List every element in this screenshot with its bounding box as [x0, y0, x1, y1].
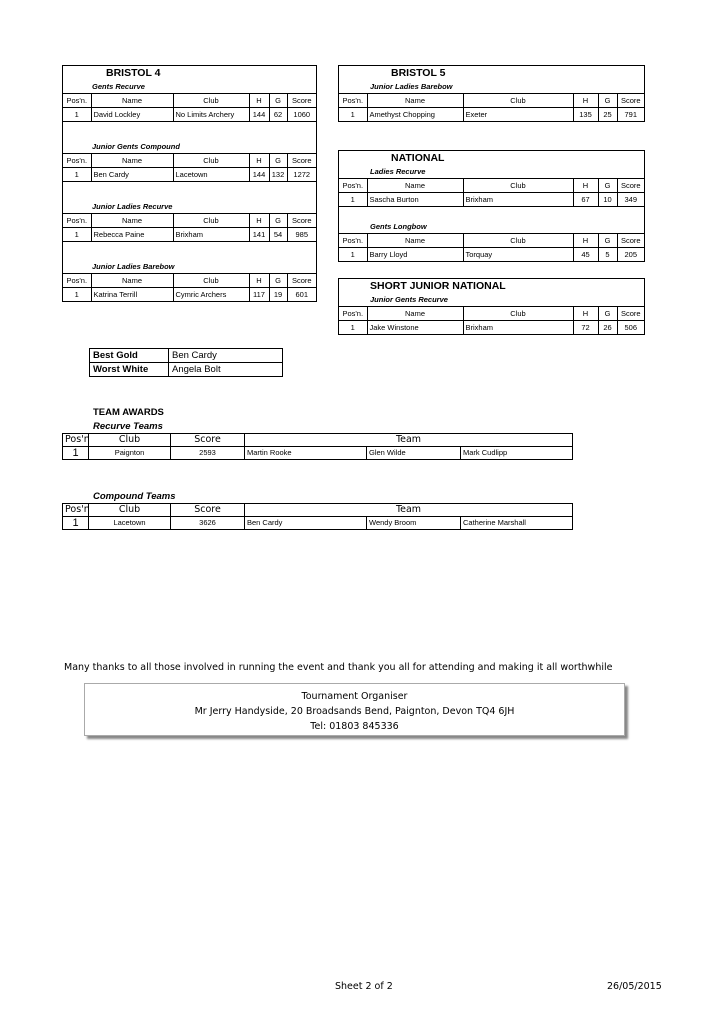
- col-pos: Pos'n.: [63, 274, 91, 288]
- results-table: [63, 93, 316, 122]
- col-pos: Pos'n.: [63, 94, 91, 108]
- col-name: Name: [367, 94, 463, 108]
- cell-h: 144: [249, 168, 269, 182]
- table-header-row: [63, 434, 573, 447]
- col-name: Name: [367, 179, 463, 193]
- col-g: G: [598, 179, 617, 193]
- cell-score: 2593: [171, 447, 245, 460]
- col-club: Club: [89, 504, 171, 517]
- section-category: Junior Ladies Recurve: [92, 202, 173, 211]
- organiser-phone: Tel: 01803 845336: [310, 721, 399, 732]
- cell-name: Amethyst Chopping: [367, 108, 463, 122]
- col-pos: Pos'n.: [339, 179, 367, 193]
- col-score: Score: [287, 94, 316, 108]
- cell-member: Mark Cudlipp: [461, 447, 573, 460]
- col-h: H: [573, 307, 598, 321]
- cell-club: Brixham: [463, 193, 573, 207]
- spacer: [339, 207, 644, 220]
- cell-g: 25: [598, 108, 617, 122]
- section-category: Ladies Recurve: [370, 167, 426, 176]
- compound-teams-heading: Compound Teams: [93, 491, 176, 502]
- results-table: [63, 213, 316, 242]
- col-h: H: [249, 154, 269, 168]
- bristol5-title: BRISTOL 5: [391, 67, 446, 79]
- section-category: Gents Longbow: [370, 222, 427, 231]
- cell-g: 26: [598, 321, 617, 335]
- col-g: G: [269, 274, 287, 288]
- col-h: H: [249, 274, 269, 288]
- col-pos: Pos'n.: [63, 214, 91, 228]
- col-pos: Pos'n: [63, 504, 89, 517]
- col-team: Team: [245, 434, 573, 447]
- cell-h: 144: [249, 108, 269, 122]
- organiser-box: [84, 683, 625, 736]
- section-category: Junior Ladies Barebow: [92, 262, 175, 271]
- col-score: Score: [287, 214, 316, 228]
- col-score: Score: [617, 307, 644, 321]
- organiser-title: Tournament Organiser: [301, 691, 408, 702]
- cell-pos: 1: [339, 193, 367, 207]
- col-score: Score: [617, 234, 644, 248]
- col-club: Club: [173, 94, 249, 108]
- col-club: Club: [463, 179, 573, 193]
- col-h: H: [573, 94, 598, 108]
- national-title: NATIONAL: [391, 152, 445, 164]
- table-header-row: [63, 214, 316, 228]
- cell-score: 506: [617, 321, 644, 335]
- table-header-row: [339, 179, 644, 193]
- worst-white-row: [90, 363, 283, 377]
- section-category: Junior Gents Recurve: [370, 295, 448, 304]
- document-date: 26/05/2015: [607, 981, 662, 992]
- recurve-teams-table: [62, 433, 573, 460]
- sheet-number: Sheet 2 of 2: [335, 981, 393, 992]
- table-header-row: [339, 307, 644, 321]
- spacer: [63, 122, 316, 140]
- col-score: Score: [617, 179, 644, 193]
- cell-pos: 1: [339, 108, 367, 122]
- cell-score: 1060: [287, 108, 316, 122]
- table-header-row: [63, 504, 573, 517]
- col-name: Name: [91, 94, 173, 108]
- col-score: Score: [617, 94, 644, 108]
- cell-club: Lacetown: [173, 168, 249, 182]
- results-table: [339, 178, 644, 207]
- best-gold-row: [90, 349, 283, 363]
- cell-h: 141: [249, 228, 269, 242]
- cell-club: Lacetown: [89, 517, 171, 530]
- bristol4-title: BRISTOL 4: [106, 67, 161, 79]
- spacer: [63, 242, 316, 260]
- results-table: [339, 306, 644, 334]
- results-table: [339, 93, 644, 121]
- cell-club: Brixham: [173, 228, 249, 242]
- cell-pos: 1: [63, 108, 91, 122]
- cell-pos: 1: [339, 248, 367, 262]
- cell-pos: 1: [339, 321, 367, 335]
- cell-h: 72: [573, 321, 598, 335]
- bristol5-panel: [338, 65, 645, 122]
- col-club: Club: [173, 214, 249, 228]
- cell-name: Barry Lloyd: [367, 248, 463, 262]
- cell-g: 54: [269, 228, 287, 242]
- cell-h: 67: [573, 193, 598, 207]
- cell-name: David Lockley: [91, 108, 173, 122]
- table-row: [339, 248, 644, 262]
- worst-white-value: Angela Bolt: [169, 363, 283, 377]
- col-pos: Pos'n.: [339, 234, 367, 248]
- table-row: [339, 321, 644, 335]
- cell-score: 791: [617, 108, 644, 122]
- cell-g: 132: [269, 168, 287, 182]
- col-name: Name: [91, 154, 173, 168]
- col-name: Name: [91, 214, 173, 228]
- table-row: [339, 193, 644, 207]
- cell-g: 10: [598, 193, 617, 207]
- cell-club: Brixham: [463, 321, 573, 335]
- col-club: Club: [463, 307, 573, 321]
- col-h: H: [249, 94, 269, 108]
- col-name: Name: [367, 307, 463, 321]
- cell-name: Sascha Burton: [367, 193, 463, 207]
- table-row: [63, 168, 316, 182]
- col-g: G: [598, 234, 617, 248]
- col-team: Team: [245, 504, 573, 517]
- table-row: [63, 228, 316, 242]
- cell-club: Exeter: [463, 108, 573, 122]
- table-header-row: [63, 154, 316, 168]
- national-panel: [338, 150, 645, 262]
- table-row: [63, 447, 573, 460]
- cell-club: No Limits Archery: [173, 108, 249, 122]
- cell-h: 45: [573, 248, 598, 262]
- best-gold-value: Ben Cardy: [169, 349, 283, 363]
- thanks-message: Many thanks to all those involved in running the event and thank you all for attending and making it all worthwhile: [64, 662, 613, 673]
- short-junior-national-panel: [338, 278, 645, 335]
- cell-club: Cymric Archers: [173, 288, 249, 302]
- col-score: Score: [171, 504, 245, 517]
- cell-score: 601: [287, 288, 316, 302]
- col-club: Club: [463, 234, 573, 248]
- cell-member: Martin Rooke: [245, 447, 367, 460]
- col-score: Score: [287, 154, 316, 168]
- col-g: G: [598, 307, 617, 321]
- organiser-address: Mr Jerry Handyside, 20 Broadsands Bend, Paignton, Devon TQ4 6JH: [194, 706, 515, 717]
- cell-score: 1272: [287, 168, 316, 182]
- table-row: [63, 288, 316, 302]
- cell-score: 349: [617, 193, 644, 207]
- bristol4-panel: [62, 65, 317, 302]
- section-category: Junior Gents Compound: [92, 142, 180, 151]
- col-club: Club: [173, 274, 249, 288]
- worst-white-label: Worst White: [90, 363, 169, 377]
- col-name: Name: [91, 274, 173, 288]
- col-h: H: [573, 179, 598, 193]
- cell-pos: 1: [63, 168, 91, 182]
- cell-member: Glen Wilde: [367, 447, 461, 460]
- cell-member: Wendy Broom: [367, 517, 461, 530]
- cell-pos: 1: [63, 288, 91, 302]
- cell-h: 117: [249, 288, 269, 302]
- col-h: H: [573, 234, 598, 248]
- col-name: Name: [367, 234, 463, 248]
- col-score: Score: [171, 434, 245, 447]
- section-category: Gents Recurve: [92, 82, 145, 91]
- col-club: Club: [463, 94, 573, 108]
- col-club: Club: [89, 434, 171, 447]
- col-pos: Pos'n.: [339, 307, 367, 321]
- table-row: [339, 108, 644, 122]
- col-g: G: [269, 154, 287, 168]
- table-header-row: [339, 234, 644, 248]
- cell-pos: 1: [63, 447, 89, 460]
- cell-member: Catherine Marshall: [461, 517, 573, 530]
- spacer: [63, 182, 316, 200]
- table-header-row: [339, 94, 644, 108]
- best-gold-label: Best Gold: [90, 349, 169, 363]
- cell-name: Jake Winstone: [367, 321, 463, 335]
- special-awards-table: [89, 348, 283, 377]
- compound-teams-table: [62, 503, 573, 530]
- cell-score: 3626: [171, 517, 245, 530]
- cell-name: Ben Cardy: [91, 168, 173, 182]
- cell-name: Katrina Terrill: [91, 288, 173, 302]
- col-pos: Pos'n.: [339, 94, 367, 108]
- col-g: G: [269, 214, 287, 228]
- table-header-row: [63, 274, 316, 288]
- cell-pos: 1: [63, 517, 89, 530]
- cell-club: Paignton: [89, 447, 171, 460]
- team-awards-heading: TEAM AWARDS: [93, 407, 164, 418]
- col-h: H: [249, 214, 269, 228]
- cell-g: 62: [269, 108, 287, 122]
- cell-pos: 1: [63, 228, 91, 242]
- cell-h: 135: [573, 108, 598, 122]
- section-category: Junior Ladies Barebow: [370, 82, 453, 91]
- results-table: [63, 153, 316, 182]
- table-row: [63, 517, 573, 530]
- results-table: [63, 273, 316, 301]
- results-table: [339, 233, 644, 261]
- cell-member: Ben Cardy: [245, 517, 367, 530]
- col-club: Club: [173, 154, 249, 168]
- cell-g: 19: [269, 288, 287, 302]
- col-g: G: [269, 94, 287, 108]
- col-g: G: [598, 94, 617, 108]
- cell-score: 985: [287, 228, 316, 242]
- col-score: Score: [287, 274, 316, 288]
- cell-g: 5: [598, 248, 617, 262]
- col-pos: Pos'n.: [63, 154, 91, 168]
- short-junior-national-title: SHORT JUNIOR NATIONAL: [370, 280, 506, 292]
- table-row: [63, 108, 316, 122]
- table-header-row: [63, 94, 316, 108]
- cell-score: 205: [617, 248, 644, 262]
- cell-club: Torquay: [463, 248, 573, 262]
- recurve-teams-heading: Recurve Teams: [93, 421, 163, 432]
- col-pos: Pos'n: [63, 434, 89, 447]
- cell-name: Rebecca Paine: [91, 228, 173, 242]
